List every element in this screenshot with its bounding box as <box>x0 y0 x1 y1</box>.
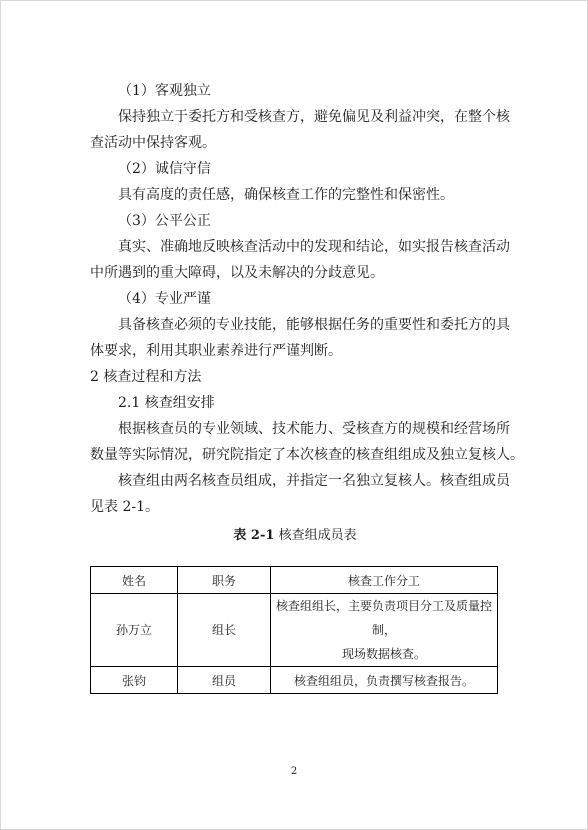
para2-line1: 核查组由两名核查员组成，并指定一名独立复核人。核查组成员 <box>118 473 510 489</box>
item1-text-line1: 保持独立于委托方和受核查方，避免偏见及利益冲突，在整个核 <box>118 109 510 125</box>
cell-duty-line1: 核查组组长，主要负责项目分工及质量控制， <box>275 599 492 637</box>
cell-role: 组长 <box>178 594 271 667</box>
item4-title: （4）专业严谨 <box>118 291 211 307</box>
item2-title: （2）诚信守信 <box>118 161 211 177</box>
cell-duty: 核查组组员，负责撰写核查报告。 <box>271 667 498 694</box>
item2-text-line1: 具有高度的责任感，确保核查工作的完整性和保密性。 <box>118 187 454 203</box>
para1-line1: 根据核查员的专业领域、技术能力、受核查方的规模和经营场所 <box>118 421 510 437</box>
table-caption-title: 核查组成员表 <box>278 528 357 543</box>
cell-duty-line2: 现场数据核查。 <box>341 647 426 661</box>
section-heading: 2 核查过程和方法 <box>90 369 202 385</box>
table-header-row <box>91 567 498 594</box>
item1-title: （1）客观独立 <box>118 83 211 99</box>
para2-line2: 见表 2-1。 <box>90 499 159 515</box>
page-number: 2 <box>290 766 298 777</box>
item3-text-line2: 中所遇到的重大障碍，以及未解决的分歧意见。 <box>90 265 384 281</box>
item4-text-line1: 具备核查必须的专业技能，能够根据任务的重要性和委托方的具 <box>118 317 510 333</box>
item3-title: （3）公平公正 <box>118 213 211 229</box>
table-caption <box>90 526 500 546</box>
table-caption-number: 表 2-1 <box>233 528 275 543</box>
item3-text-line1: 真实、准确地反映核查活动中的发现和结论，如实报告核查活动 <box>118 239 510 255</box>
item1-text-line2: 查活动中保持客观。 <box>90 135 216 151</box>
subsection-heading: 2.1 核查组安排 <box>118 395 215 411</box>
para1-line2: 数量等实际情况，研究院指定了本次核查的核查组组成及独立复核人。 <box>90 447 524 463</box>
members-table <box>90 566 498 694</box>
header-role: 职务 <box>178 567 271 594</box>
cell-role: 组员 <box>178 667 271 694</box>
table-row <box>91 667 498 694</box>
cell-name: 孙万立 <box>91 594 178 667</box>
cell-duty <box>271 594 498 667</box>
document-body <box>90 78 524 550</box>
cell-name: 张钧 <box>91 667 178 694</box>
item4-text-line2: 体要求，利用其职业素养进行严谨判断。 <box>90 343 342 359</box>
header-duty: 核查工作分工 <box>271 567 498 594</box>
header-name: 姓名 <box>91 567 178 594</box>
table-row <box>91 594 498 667</box>
